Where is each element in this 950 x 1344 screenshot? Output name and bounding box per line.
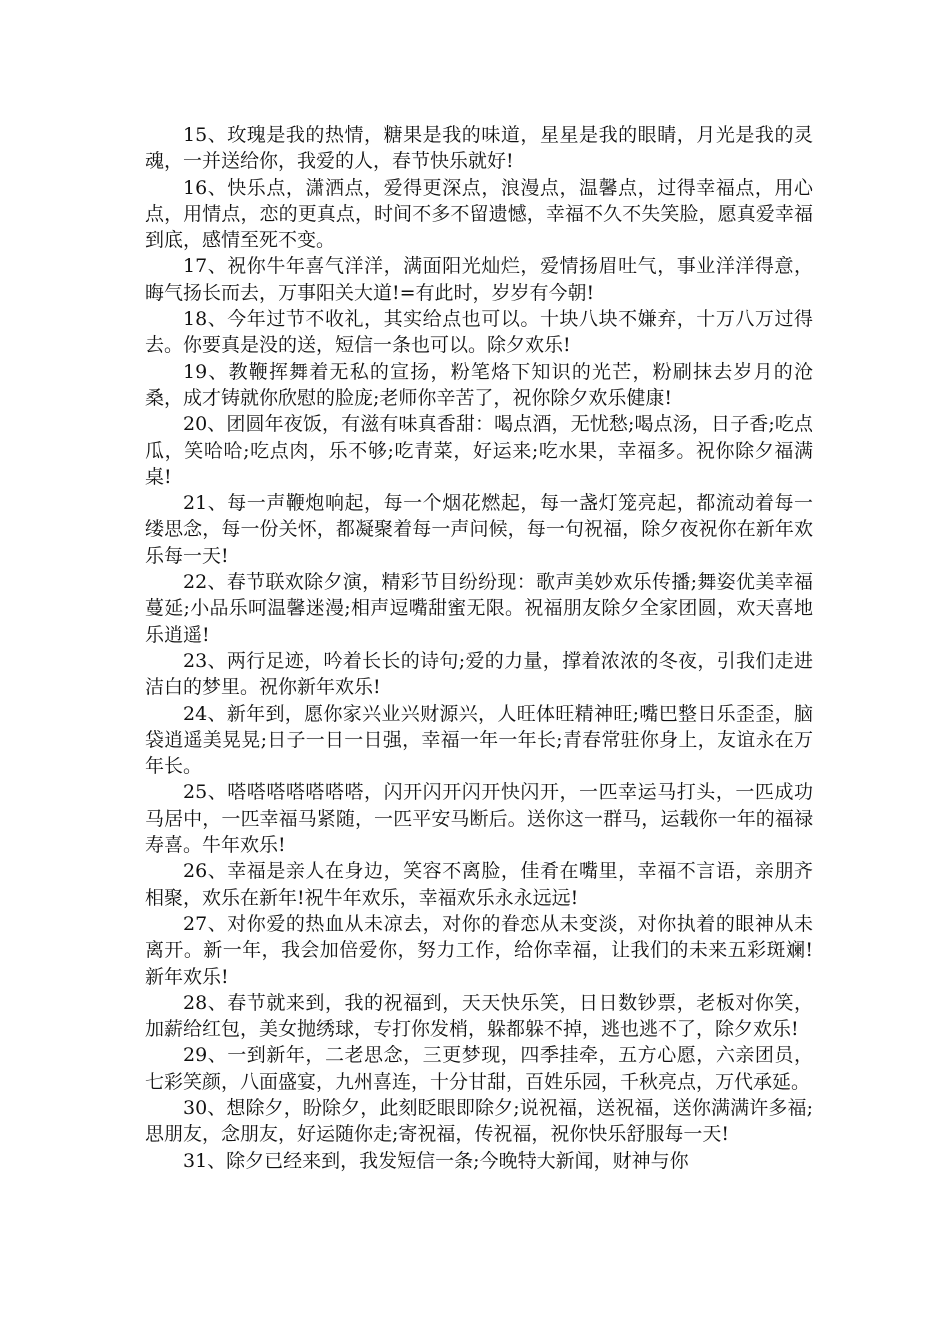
- paragraph-17: 17、祝你牛年喜气洋洋，满面阳光灿烂，爱情扬眉吐气，事业洋洋得意，晦气扬长而去，万事阳关大道!=有此时，岁岁有今朝!: [145, 255, 813, 304]
- paragraph-23: 23、两行足迹，吟着长长的诗句;爱的力量，撑着浓浓的冬夜，引我们走进洁白的梦里。祝你新年欢乐!: [145, 649, 813, 699]
- paragraph-31: 31、除夕已经来到，我发短信一条;今晚特大新闻，财神与你: [183, 1149, 689, 1172]
- paragraph-30: 30、想除夕，盼除夕，此刻眨眼即除夕;说祝福，送祝福，送你满满许多福;思朋友，念朋友，好运随你走;寄祝福，传祝福，祝你快乐舒服每一天!: [145, 1096, 813, 1146]
- paragraph-28: 28、春节就来到，我的祝福到，天天快乐笑，日日数钞票，老板对你笑，加薪给红包，美女抛绣球，专打你发梢，躲都躲不掉，逃也逃不了，除夕欢乐!: [145, 991, 813, 1041]
- paragraph-25: 25、嗒嗒嗒嗒嗒嗒嗒，闪开闪开闪开快闪开，一匹幸运马打头，一匹成功马居中，一匹幸福马紧随，一匹平安马断后。送你这一群马，运载你一年的福禄寿喜。牛年欢乐!: [145, 781, 813, 857]
- paragraph-20: 20、团圆年夜饭，有滋有味真香甜：喝点酒，无忧愁;喝点汤，日子香;吃点瓜，笑哈哈;吃点肉，乐不够;吃青菜，好运来;吃水果，幸福多。祝你除夕福满桌!: [145, 413, 813, 488]
- paragraph-29: 29、一到新年，二老思念，三更梦现，四季挂牵，五方心愿，六亲团员，七彩笑颜，八面盛宴，九州喜连，十分甘甜，百姓乐园，千秋亮点，万代承延。: [145, 1044, 813, 1093]
- paragraph-16: 16、快乐点，潇洒点，爱得更深点，浪漫点，温馨点，过得幸福点，用心点，用情点，恋的更真点，时间不多不留遗憾，幸福不久不失笑脸，愿真爱幸福到底，感情至死不变。: [145, 176, 813, 252]
- paragraph-24: 24、新年到，愿你家兴业兴财源兴，人旺体旺精神旺;嘴巴整日乐歪歪，脑袋逍遥美晃晃;日子一日一日强，幸福一年一年长;青春常驻你身上，友谊永在万年长。: [145, 702, 813, 778]
- paragraph-15: 15、玫瑰是我的热情，糖果是我的味道，星星是我的眼睛，月光是我的灵魂，一并送给你，我爱的人，春节快乐就好!: [145, 124, 813, 173]
- paragraph-22: 22、春节联欢除夕演，精彩节目纷纷现：歌声美妙欢乐传播;舞姿优美幸福蔓延;小品乐呵温馨迷漫;相声逗嘴甜蜜无限。祝福朋友除夕全家团圆，欢天喜地乐逍遥!: [145, 571, 813, 646]
- paragraph-19: 19、教鞭挥舞着无私的宣扬，粉笔烙下知识的光芒，粉刷抹去岁月的沧桑，成才铸就你欣慰的脸庞;老师你辛苦了，祝你除夕欢乐健康!: [145, 360, 813, 409]
- paragraph-27: 27、对你爱的热血从未凉去，对你的眷恋从未变淡，对你执着的眼神从未离开。新一年，我会加倍爱你，努力工作，给你幸福，让我们的未来五彩斑斓!新年欢乐!: [145, 912, 813, 988]
- paragraph-26: 26、幸福是亲人在身边，笑容不离脸，佳肴在嘴里，幸福不言语，亲朋齐相聚，欢乐在新年!祝牛年欢乐，幸福欢乐永永远远!: [145, 860, 813, 909]
- paragraph-18: 18、今年过节不收礼，其实给点也可以。十块八块不嫌弃，十万八万过得去。你要真是没的送，短信一条也可以。除夕欢乐!: [145, 308, 813, 357]
- paragraph-21: 21、每一声鞭炮响起，每一个烟花燃起，每一盏灯笼亮起，都流动着每一缕思念，每一份关怀，都凝聚着每一声问候，每一句祝福，除夕夜祝你在新年欢乐每一天!: [145, 492, 813, 567]
- document-body: [145, 122, 813, 1174]
